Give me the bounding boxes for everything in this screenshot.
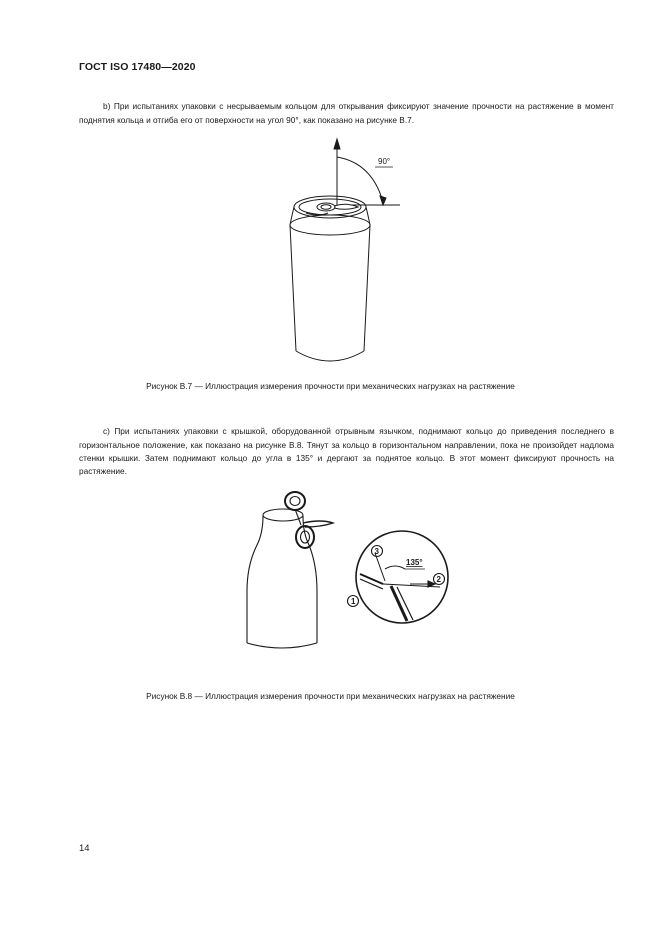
angle-arc-135 bbox=[385, 566, 405, 569]
page-number: 14 bbox=[79, 843, 90, 854]
can-body-right bbox=[364, 225, 370, 351]
angle-label-135: 135° bbox=[406, 558, 423, 567]
marker-3: 3 bbox=[374, 547, 379, 556]
angle-arc bbox=[337, 157, 383, 202]
document-header: ГОСТ ISO 17480—2020 bbox=[79, 61, 196, 73]
bottle-left-side bbox=[247, 516, 263, 643]
can-body-left bbox=[290, 225, 296, 351]
bottle-right-side bbox=[303, 516, 317, 643]
bottle-bottom bbox=[247, 643, 317, 648]
can-bottom bbox=[296, 351, 364, 361]
vertical-arrowhead bbox=[334, 139, 340, 149]
marker-1: 1 bbox=[351, 597, 356, 606]
pull-ring-top bbox=[285, 492, 305, 510]
marker-2: 2 bbox=[436, 575, 441, 584]
figure-b7-caption: Рисунок В.7 — Иллюстрация измерения прочности при механических нагрузках на растяжение bbox=[146, 381, 515, 391]
paragraph-b: b) При испытаниях упаковки с несрываемым кольцом для открывания фиксируют значение прочности на растяжение в момент поднятия кольца и отгиба его от поверхности на угол 90°, как показано на рисунке В.7. bbox=[79, 101, 614, 125]
pull-ring-mid bbox=[296, 526, 314, 548]
figure-b7-can-drawing bbox=[270, 135, 410, 375]
paragraph-c: c) При испытаниях упаковки с крышкой, оборудованной отрывным язычком, поднимают кольцо до приведения последнего в горизонтальное положение, как показано на рисунке В.8. Тянут за кольцо в горизонтальном направлении, пока не произойдет надлома стенки крышки. Затем поднимают кольцо до угла в 135° и дергают за поднятое кольцо. В этот момент фиксируют прочность на растяжение. bbox=[79, 426, 614, 476]
angle-label-90: 90° bbox=[378, 157, 391, 166]
figure-b8-caption: Рисунок В.8 — Иллюстрация измерения прочности при механических нагрузках на растяжение bbox=[146, 691, 515, 701]
figure-b8-bottle-drawing bbox=[235, 483, 455, 663]
